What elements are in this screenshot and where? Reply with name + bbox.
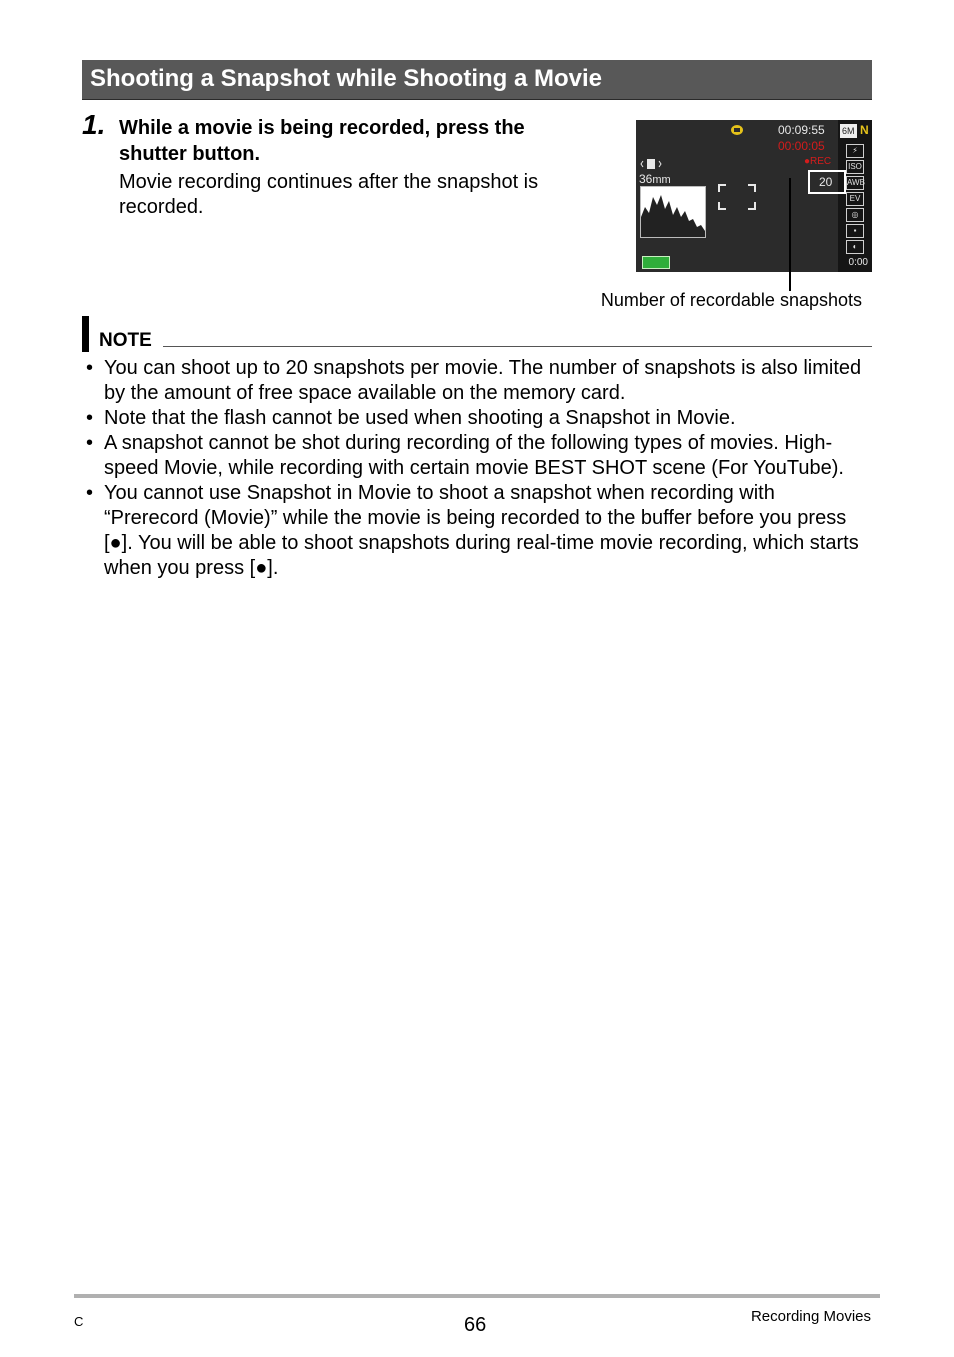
callout-leader-line [789, 178, 791, 291]
recorded-time: 00:00:05 [778, 139, 825, 153]
remaining-time: 00:09:55 [778, 123, 825, 137]
camera-lcd-illustration [636, 120, 872, 272]
ev-label: EV [846, 192, 864, 206]
note-item: • You can shoot up to 20 snapshots per movie. The number of snapshots is also limited by the amount of free space available on the memory card. [82, 356, 872, 406]
note-item: • You cannot use Snapshot in Movie to shoot a snapshot when recording with “Prerecord (Movie)” while the movie is being recorded to the buffer before you press [●]. You will be able to shoot snapshots during real-time movie recording, which starts when you press [●]. [82, 481, 872, 581]
step-body: Movie recording continues after the snapshot is recorded. [119, 171, 539, 218]
note-divider [163, 346, 872, 347]
section-header [82, 60, 872, 100]
note-list [82, 356, 872, 581]
time-counter: 0:00 [848, 257, 868, 268]
footer-language-code: C [74, 1314, 84, 1329]
focus-frame-corner [718, 202, 726, 210]
white-balance-label: AWB [846, 176, 864, 190]
metering-icon: ◎ [846, 208, 864, 222]
callout-label: Number of recordable snapshots [600, 290, 862, 310]
focus-frame-corner [718, 184, 726, 192]
section-title: Shooting a Snapshot while Shooting a Movie [90, 65, 603, 92]
histogram-graphic [640, 186, 706, 238]
focus-area-icon: ▪ [846, 224, 864, 238]
focal-length: 36mm [639, 172, 671, 186]
note-item: • A snapshot cannot be shot during recording of the following types of movies. High-speed Movie, while recording with certain movie BEST SHOT scene (For YouTube). [82, 431, 872, 481]
page-number: 66 [464, 1314, 487, 1336]
note-item: • Note that the flash cannot be used when shooting a Snapshot in Movie. [82, 406, 872, 431]
step-number: 1. [82, 109, 106, 140]
step-title: While a movie is being recorded, press the shutter button. [119, 117, 525, 165]
note-marker [82, 316, 89, 352]
quality-label: N [860, 123, 869, 137]
face-detect-icon: ◐ [846, 240, 864, 254]
battery-icon [642, 256, 670, 269]
rec-indicator: ●REC [804, 156, 832, 167]
footer-chapter-title: Recording Movies [750, 1308, 871, 1325]
snapshot-count: 20 [819, 175, 833, 189]
focus-frame-corner [748, 202, 756, 210]
iso-label: ISO [846, 160, 864, 174]
snapshot-count-frame [808, 170, 846, 194]
flash-icon: ⚡ [846, 144, 864, 158]
movie-mode-icon [730, 124, 744, 136]
note-title: NOTE [99, 330, 152, 351]
footer-divider [74, 1294, 880, 1298]
image-size-badge: 6M [842, 126, 855, 136]
focus-frame-corner [748, 184, 756, 192]
stabilizer-icon [640, 158, 662, 170]
